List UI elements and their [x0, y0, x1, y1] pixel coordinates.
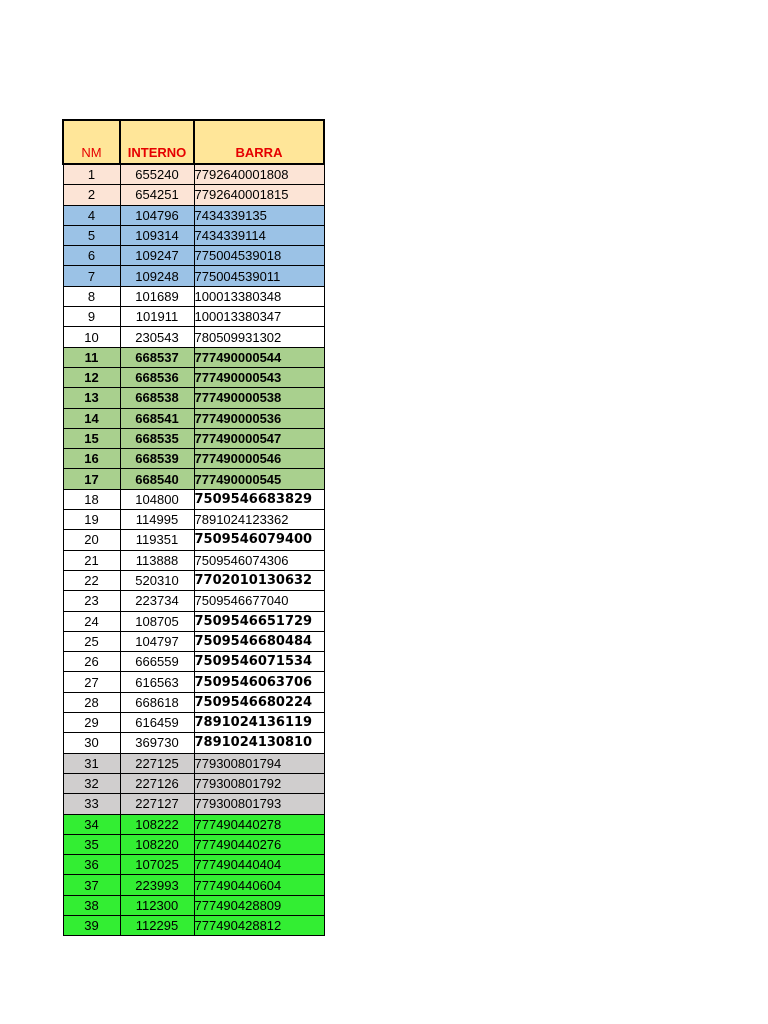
table-row: [63, 388, 324, 408]
barra-cell[interactable]: 7434339114: [194, 225, 324, 245]
barra-cell[interactable]: 777490000543: [194, 367, 324, 387]
nm-cell[interactable]: 21: [63, 550, 120, 570]
nm-cell[interactable]: 18: [63, 489, 120, 509]
table-row: [63, 205, 324, 225]
nm-cell[interactable]: 13: [63, 388, 120, 408]
table-row: [63, 611, 324, 631]
interno-cell[interactable]: 104800: [120, 489, 194, 509]
interno-cell[interactable]: 109247: [120, 246, 194, 266]
table-row: [63, 246, 324, 266]
table-row: [63, 652, 324, 672]
barra-cell[interactable]: 7891024136119: [194, 713, 324, 733]
nm-cell[interactable]: 20: [63, 530, 120, 550]
barra-cell[interactable]: 777490440276: [194, 834, 324, 854]
interno-cell[interactable]: 108705: [120, 611, 194, 631]
nm-cell[interactable]: 23: [63, 591, 120, 611]
barra-cell[interactable]: 7509546063706: [194, 672, 324, 692]
table-row: [63, 713, 324, 733]
nm-cell[interactable]: 30: [63, 733, 120, 753]
interno-cell[interactable]: 227127: [120, 794, 194, 814]
nm-cell[interactable]: 1: [63, 164, 120, 185]
interno-cell[interactable]: 616563: [120, 672, 194, 692]
interno-cell[interactable]: 668538: [120, 388, 194, 408]
barra-cell[interactable]: 777490000538: [194, 388, 324, 408]
table-row: [63, 591, 324, 611]
barra-cell[interactable]: 7509546071534: [194, 652, 324, 672]
barra-cell[interactable]: 777490428809: [194, 895, 324, 915]
table-row: [63, 510, 324, 530]
barra-cell[interactable]: 7509546074306: [194, 550, 324, 570]
nm-cell[interactable]: 6: [63, 246, 120, 266]
table-row: [63, 672, 324, 692]
table-row: [63, 428, 324, 448]
interno-cell[interactable]: 108220: [120, 834, 194, 854]
barra-cell[interactable]: 777490000544: [194, 347, 324, 367]
interno-cell[interactable]: 109248: [120, 266, 194, 286]
nm-cell[interactable]: 2: [63, 185, 120, 205]
interno-cell[interactable]: 107025: [120, 855, 194, 875]
table-row: [63, 185, 324, 205]
interno-cell[interactable]: 227126: [120, 773, 194, 793]
interno-cell[interactable]: 666559: [120, 652, 194, 672]
interno-cell[interactable]: 668539: [120, 449, 194, 469]
barra-cell[interactable]: 777490000546: [194, 449, 324, 469]
barra-cell[interactable]: 100013380348: [194, 286, 324, 306]
barra-cell[interactable]: 7509546680484: [194, 631, 324, 651]
table-row: [63, 266, 324, 286]
barra-cell[interactable]: 7509546683829: [194, 489, 324, 509]
table-row: [63, 367, 324, 387]
barra-cell[interactable]: 777490440278: [194, 814, 324, 834]
barra-cell[interactable]: 777490440604: [194, 875, 324, 895]
table-row: [63, 875, 324, 895]
interno-cell[interactable]: 668541: [120, 408, 194, 428]
barra-cell[interactable]: 779300801792: [194, 773, 324, 793]
table-row: [63, 895, 324, 915]
interno-cell[interactable]: 668535: [120, 428, 194, 448]
table-row: [63, 449, 324, 469]
barra-cell[interactable]: 777490000547: [194, 428, 324, 448]
table-row: [63, 753, 324, 773]
interno-cell[interactable]: 223734: [120, 591, 194, 611]
interno-cell[interactable]: 101689: [120, 286, 194, 306]
table-row: [63, 692, 324, 712]
nm-cell[interactable]: 17: [63, 469, 120, 489]
barra-cell[interactable]: 780509931302: [194, 327, 324, 347]
nm-cell[interactable]: 39: [63, 915, 120, 935]
table-row: [63, 794, 324, 814]
interno-cell[interactable]: 108222: [120, 814, 194, 834]
barra-cell[interactable]: 7891024130810: [194, 733, 324, 753]
interno-cell[interactable]: 112295: [120, 915, 194, 935]
nm-cell[interactable]: 24: [63, 611, 120, 631]
interno-cell[interactable]: 112300: [120, 895, 194, 915]
nm-cell[interactable]: 32: [63, 773, 120, 793]
nm-cell[interactable]: 8: [63, 286, 120, 306]
nm-cell[interactable]: 4: [63, 205, 120, 225]
table-row: [63, 814, 324, 834]
interno-cell[interactable]: 668540: [120, 469, 194, 489]
table-row: [63, 530, 324, 550]
barra-cell[interactable]: 7509546651729: [194, 611, 324, 631]
interno-cell[interactable]: 668537: [120, 347, 194, 367]
table-row: [63, 164, 324, 185]
table-row: [63, 733, 324, 753]
table-row: [63, 570, 324, 590]
interno-cell[interactable]: 668618: [120, 692, 194, 712]
table-row: [63, 327, 324, 347]
barra-cell[interactable]: 777490440404: [194, 855, 324, 875]
nm-cell[interactable]: 38: [63, 895, 120, 915]
nm-cell[interactable]: 35: [63, 834, 120, 854]
barra-cell[interactable]: 7509546680224: [194, 692, 324, 712]
nm-cell[interactable]: 31: [63, 753, 120, 773]
barra-cell[interactable]: 777490428812: [194, 915, 324, 935]
barra-cell[interactable]: 775004539018: [194, 246, 324, 266]
table-row: [63, 307, 324, 327]
table-row: [63, 347, 324, 367]
nm-cell[interactable]: 19: [63, 510, 120, 530]
table-row: [63, 855, 324, 875]
table-row: [63, 631, 324, 651]
interno-cell[interactable]: 520310: [120, 570, 194, 590]
interno-cell[interactable]: 230543: [120, 327, 194, 347]
interno-cell[interactable]: 104796: [120, 205, 194, 225]
barra-cell[interactable]: 7434339135: [194, 205, 324, 225]
nm-cell[interactable]: 7: [63, 266, 120, 286]
barra-cell[interactable]: 775004539011: [194, 266, 324, 286]
interno-cell[interactable]: 369730: [120, 733, 194, 753]
nm-cell[interactable]: 14: [63, 408, 120, 428]
barra-cell[interactable]: 100013380347: [194, 307, 324, 327]
spreadsheet-table: [62, 119, 325, 936]
table-row: [63, 489, 324, 509]
interno-cell[interactable]: 654251: [120, 185, 194, 205]
nm-cell[interactable]: 12: [63, 367, 120, 387]
nm-cell[interactable]: 36: [63, 855, 120, 875]
interno-cell[interactable]: 109314: [120, 225, 194, 245]
nm-cell[interactable]: 10: [63, 327, 120, 347]
nm-cell[interactable]: 5: [63, 225, 120, 245]
nm-cell[interactable]: 9: [63, 307, 120, 327]
interno-cell[interactable]: 616459: [120, 713, 194, 733]
barra-cell[interactable]: 7792640001815: [194, 185, 324, 205]
table-row: [63, 469, 324, 489]
barra-cell[interactable]: 7509546079400: [194, 530, 324, 550]
table-row: [63, 225, 324, 245]
table-row: [63, 286, 324, 306]
nm-cell[interactable]: 25: [63, 631, 120, 651]
table-row: [63, 834, 324, 854]
barra-cell[interactable]: 779300801793: [194, 794, 324, 814]
table-row: [63, 408, 324, 428]
nm-cell[interactable]: 28: [63, 692, 120, 712]
interno-cell[interactable]: 655240: [120, 164, 194, 185]
interno-cell[interactable]: 101911: [120, 307, 194, 327]
interno-cell[interactable]: 668536: [120, 367, 194, 387]
barra-cell[interactable]: 779300801794: [194, 753, 324, 773]
nm-cell[interactable]: 37: [63, 875, 120, 895]
barra-cell[interactable]: 7702010130632: [194, 570, 324, 590]
table-body: [63, 164, 324, 936]
barra-cell[interactable]: 7509546677040: [194, 591, 324, 611]
nm-cell[interactable]: 16: [63, 449, 120, 469]
barra-cell[interactable]: 777490000545: [194, 469, 324, 489]
barra-cell[interactable]: 7891024123362: [194, 510, 324, 530]
table-row: [63, 550, 324, 570]
interno-cell[interactable]: 113888: [120, 550, 194, 570]
barra-cell[interactable]: 7792640001808: [194, 164, 324, 185]
header-row: [63, 120, 324, 164]
header-interno[interactable]: INTERNO: [120, 120, 194, 164]
nm-cell[interactable]: 34: [63, 814, 120, 834]
nm-cell[interactable]: 11: [63, 347, 120, 367]
header-barra[interactable]: BARRA: [194, 120, 324, 164]
nm-cell[interactable]: 15: [63, 428, 120, 448]
interno-cell[interactable]: 227125: [120, 753, 194, 773]
header-nm[interactable]: NM: [63, 120, 120, 164]
interno-cell[interactable]: 104797: [120, 631, 194, 651]
table-row: [63, 915, 324, 935]
nm-cell[interactable]: 27: [63, 672, 120, 692]
nm-cell[interactable]: 22: [63, 570, 120, 590]
nm-cell[interactable]: 33: [63, 794, 120, 814]
interno-cell[interactable]: 119351: [120, 530, 194, 550]
interno-cell[interactable]: 114995: [120, 510, 194, 530]
interno-cell[interactable]: 223993: [120, 875, 194, 895]
nm-cell[interactable]: 29: [63, 713, 120, 733]
table-row: [63, 773, 324, 793]
nm-cell[interactable]: 26: [63, 652, 120, 672]
barra-cell[interactable]: 777490000536: [194, 408, 324, 428]
